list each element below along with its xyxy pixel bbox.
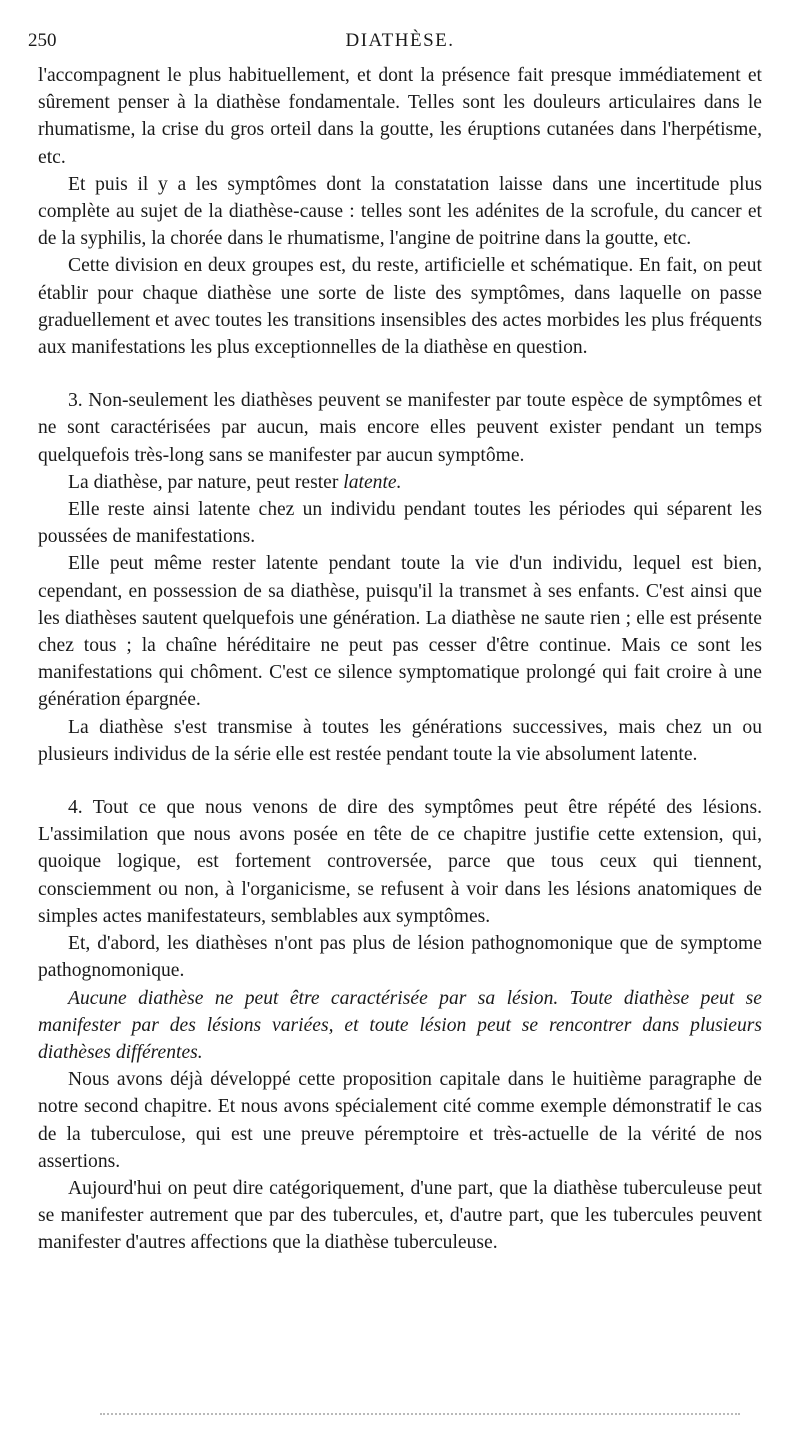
running-title: DIATHÈSE. [345, 30, 455, 51]
paragraph-13: Aujourd'hui on peut dire catégoriquement, d'une part, que la diathèse tuberculeuse peut se manifester autrement que par des tubercules, et, d'autre part, que les tubercules peuvent manifester d'autres affections que la diathèse tuberculeuse. [38, 1177, 762, 1254]
paragraph-7: Elle peut même rester latente pendant toute la vie d'un individu, lequel est bien, cependant, en possession de sa diathèse, puisqu'il la transmet à ses enfants. C'est ainsi que les diathèses sautent quelquefois une génération. La diathèse ne saute rien ; elle est présente chez tous ; la chaîne héréditaire ne peut pas cesser d'être continue. Mais ce sont les manifestations qui chôment. C'est ce silence symptomatique prolongé qui fait croire à une génération épargnée. [38, 553, 762, 711]
italic-proposition-text: Aucune diathèse ne peut être caractérisée par sa lésion. Toute diathèse peut se manifester par des lésions variées, et toute lésion peut se rencontrer dans plusieurs diathèses différentes. [38, 987, 762, 1063]
page-number: 250 [28, 30, 57, 51]
latente-italic-text: latente. [343, 471, 402, 493]
paragraph-1: l'accompagnent le plus habituellement, et dont la présence fait presque immédiatement et sûrement penser à la diathèse fondamentale. Telles sont les douleurs articulaires dans le rhumatisme, la crise du gros orteil dans la goutte, les éruptions cutanées dans l'herpétisme, etc. [38, 65, 762, 168]
bottom-bleed-line [100, 1413, 740, 1415]
italic-proposition [38, 985, 762, 1067]
page-header [28, 30, 772, 58]
latente-lead-text: La diathèse, par nature, peut rester [68, 471, 344, 493]
paragraph-8: La diathèse s'est transmise à toutes les générations successives, mais chez un ou plusieurs individus de la série elle est restée pendant toute la vie absolument latente. [38, 716, 762, 765]
paragraph-6: Elle reste ainsi latente chez un individu pendant toutes les périodes qui séparent les poussées de manifestations. [38, 499, 762, 548]
section-4-paragraph: 4. Tout ce que nous venons de dire des symptômes peut être répété des lésions. L'assimilation que nous avons posée en tête de ce chapitre justifie cette extension, qui, quoique logique, est fortement controversée, parce que tous ceux qui tiennent, consciemment ou non, à l'organicisme, se refusent à voir dans les lésions anatomiques de simples actes manifestateurs, semblables aux symptômes. [38, 797, 762, 927]
paragraph-2: Et puis il y a les symptômes dont la constatation laisse dans une incertitude plus complète au sujet de la diathèse-cause : telles sont les adénites de la scrofule, du cancer et de la syphilis, la chorée dans le rhumatisme, l'angine de poitrine dans la goutte, etc. [38, 173, 762, 250]
paragraph-12: Nous avons déjà développé cette proposition capitale dans le huitième paragraphe de notre second chapitre. Et nous avons spécialement cité comme exemple démonstratif le cas de la tuberculose, qui est une preuve péremptoire et très-actuelle de la vérité de nos assertions. [38, 1069, 762, 1172]
paragraph-3: Cette division en deux groupes est, du reste, artificielle et schématique. En fait, on peut établir pour chaque diathèse une sorte de liste des symptômes, dans laquelle on passe graduellement et avec toutes les transitions insensibles des actes morbides les plus fréquents aux manifestations les plus exceptionnelles de la diathèse en question. [38, 255, 762, 359]
paragraph-latente [38, 469, 762, 496]
paragraph-10: Et, d'abord, les diathèses n'ont pas plus de lésion pathognomonique que de symptome pathognomonique. [38, 933, 762, 982]
section-3-paragraph: 3. Non-seulement les diathèses peuvent se manifester par toute espèce de symptômes et ne sont caractérisées par aucun, mais encore elles peuvent exister pendant un temps quelquefois très-long sans se manifester par aucun symptôme. [38, 390, 762, 466]
body-text [38, 62, 762, 1257]
